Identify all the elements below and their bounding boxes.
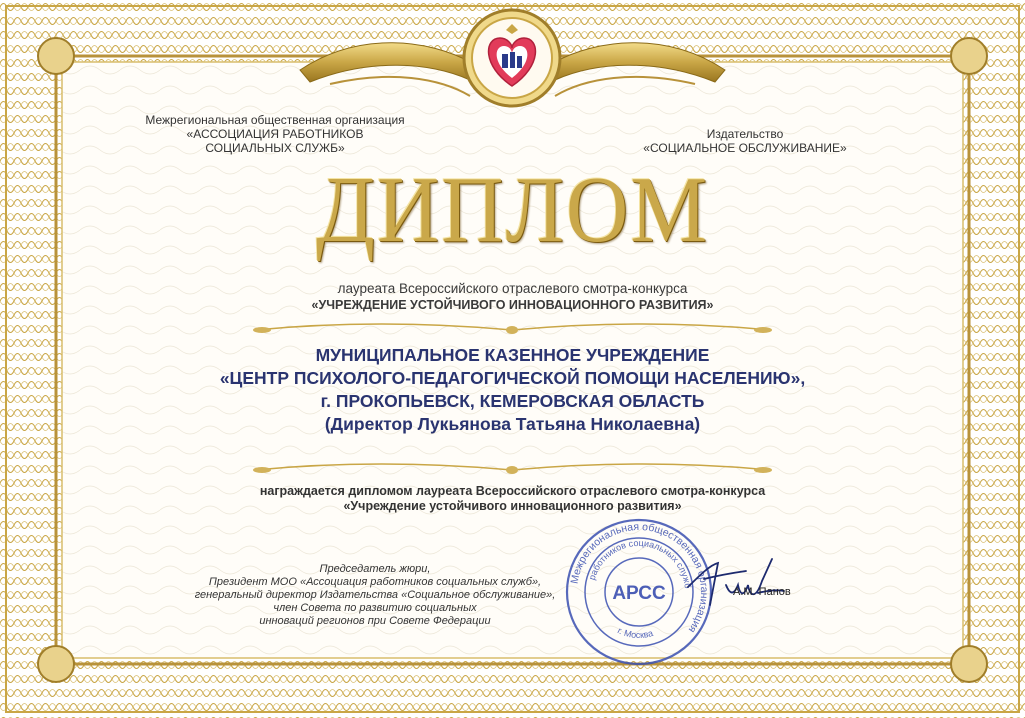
stamp-center-text: АРСС	[612, 583, 666, 604]
stamp-outer-ring-text: Межрегиональная общественная организация	[568, 520, 711, 635]
association-line-2: «АССОЦИАЦИЯ РАБОТНИКОВ	[186, 127, 364, 141]
recipient-line-2: «ЦЕНТР ПСИХОЛОГО-ПЕДАГОГИЧЕСКОЙ ПОМОЩИ НАСЕЛЕНИЮ»,	[219, 368, 806, 388]
diploma-title: ДИПЛОМ	[316, 158, 709, 262]
laureate-line-1: лауреата Всероссийского отраслевого смотра-конкурса	[337, 281, 688, 296]
award-line-2: «Учреждение устойчивого инновационного развития»	[343, 499, 682, 513]
award-line-1: награждается дипломом лауреата Всероссийского отраслевого смотра-конкурса	[259, 484, 766, 498]
handwritten-signature	[680, 545, 790, 625]
credential-line-1: Председатель жюри,	[319, 563, 431, 575]
recipient-line-4: (Директор Лукьянова Татьяна Николаевна)	[324, 414, 701, 434]
credential-line-4: член Совета по развитию социальных	[273, 602, 477, 614]
publisher-line-2: «СОЦИАЛЬНОЕ ОБСЛУЖИВАНИЕ»	[643, 141, 847, 155]
recipient-line-1: МУНИЦИПАЛЬНОЕ КАЗЕННОЕ УЧРЕЖДЕНИЕ	[315, 345, 710, 365]
social-service-emblem	[462, 8, 562, 108]
svg-text:г. Москва	[616, 625, 654, 640]
stamp-city-text: г. Москва	[615, 625, 655, 641]
credential-line-5: инноваций регионов при Совете Федерации	[259, 615, 491, 627]
credential-line-3: генеральный директор Издательства «Социальное обслуживание»,	[194, 589, 556, 601]
signer-name: А.М. Панов	[733, 586, 791, 598]
stamp-inner-ring-text: работников социальных служб	[586, 537, 693, 589]
publisher-name	[600, 127, 890, 155]
recipient-line-3: г. ПРОКОПЬЕВСК, КЕМЕРОВСКАЯ ОБЛАСТЬ	[320, 391, 705, 411]
association-name	[130, 113, 420, 155]
laureate-line-2: «УЧРЕЖДЕНИЕ УСТОЙЧИВОГО ИННОВАЦИОННОГО РАЗВИТИЯ»	[311, 298, 714, 312]
association-line-3: СОЦИАЛЬНЫХ СЛУЖБ»	[205, 141, 345, 155]
jury-chair-credentials	[175, 563, 575, 628]
laureate-caption	[200, 281, 825, 313]
publisher-line-1: Издательство	[706, 127, 784, 141]
award-statement	[180, 484, 845, 514]
association-line-1: Межрегиональная общественная организация	[145, 113, 405, 127]
credential-line-2: Президент МОО «Ассоциация работников социальных служб»,	[208, 576, 542, 588]
recipient-block	[150, 344, 875, 436]
